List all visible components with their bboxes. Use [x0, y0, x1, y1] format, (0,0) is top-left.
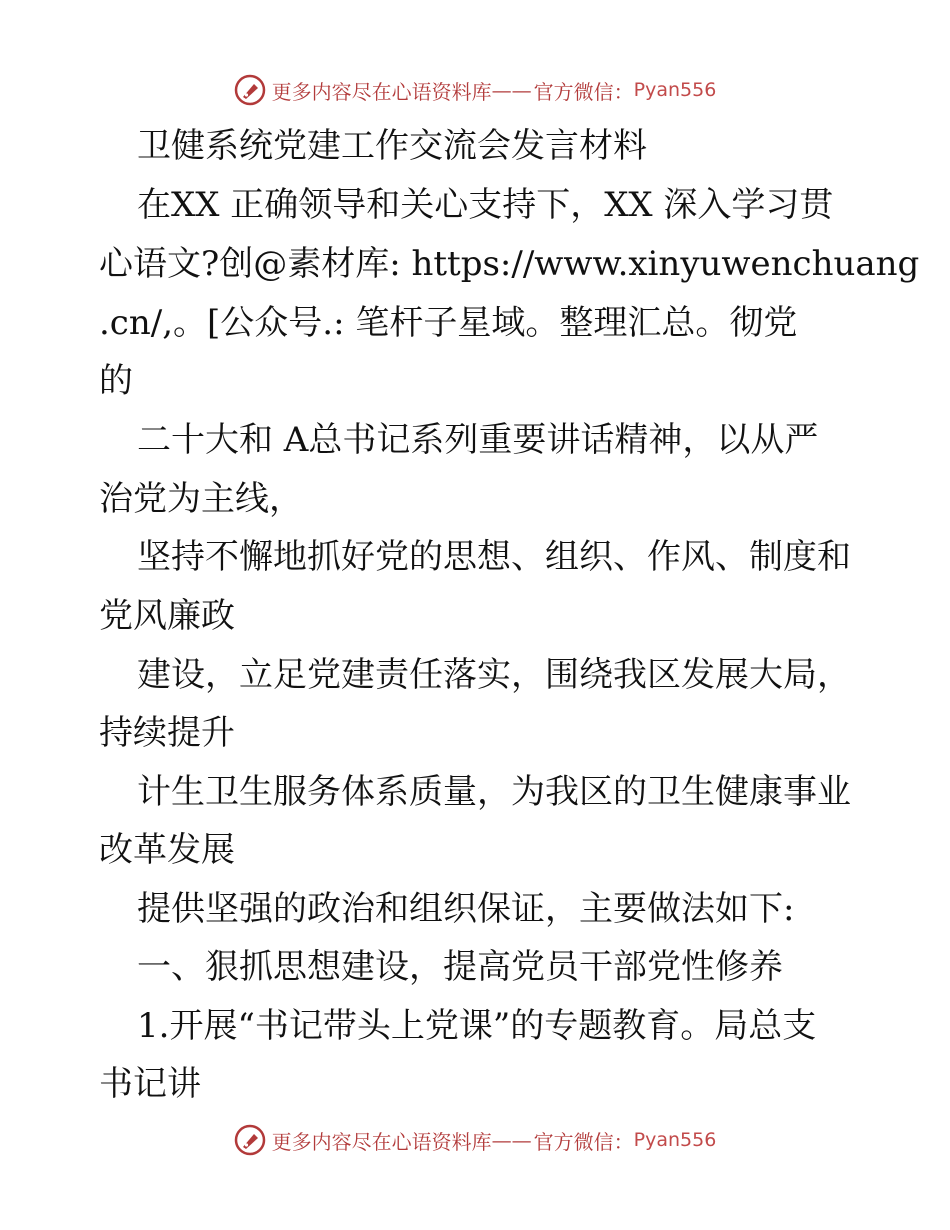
- text-line: 坚持不懈地抓好党的思想、组织、作风、制度和: [137, 537, 851, 577]
- text-line: 改革发展: [99, 830, 235, 870]
- text-line: 的: [99, 361, 133, 401]
- banner-contact-id: Pyan556: [633, 79, 717, 101]
- banner-title: 更多内容尽在心语资料库: [271, 1129, 492, 1154]
- banner-contact-label: 官方微信：: [533, 1129, 634, 1154]
- banner-contact-id: Pyan556: [633, 1129, 717, 1151]
- text-line: 书记讲: [99, 1064, 201, 1104]
- text-line: 治党为主线，: [99, 479, 303, 519]
- banner-contact-label: 官方微信：: [533, 79, 634, 104]
- banner-dash: ——: [491, 1128, 532, 1152]
- text-line: 党风廉政: [99, 596, 235, 636]
- text-line: 建设，立足党建责任落实，围绕我区发展大局，: [137, 655, 851, 695]
- pen-nib-logo-icon: [234, 1124, 266, 1156]
- text-line: 提供坚强的政治和组织保证，主要做法如下:: [137, 889, 795, 929]
- document-title: 卫健系统党建工作交流会发言材料: [137, 126, 647, 166]
- text-line: 持续提升: [99, 713, 235, 753]
- text-line: 在XX 正确领导和关心支持下，XX 深入学习贯: [137, 185, 834, 225]
- footer-banner: [0, 1123, 950, 1157]
- banner-dash: ——: [491, 78, 532, 102]
- text-line: 计生卫生服务体系质量，为我区的卫生健康事业: [137, 772, 851, 812]
- text-line: 1.开展“书记带头上党课”的专题教育。局总支: [137, 1006, 817, 1046]
- text-line: .cn/,。[公众号.: 笔杆子星域。整理汇总。彻党: [99, 303, 798, 343]
- text-line: 心语文?创@素材库: https://www.xinyuwenchuang: [99, 244, 920, 284]
- banner-title: 更多内容尽在心语资料库: [271, 79, 492, 104]
- section-heading: 一、狠抓思想建设，提高党员干部党性修养: [137, 947, 783, 987]
- text-line: 二十大和 A总书记系列重要讲话精神，以从严: [137, 420, 819, 460]
